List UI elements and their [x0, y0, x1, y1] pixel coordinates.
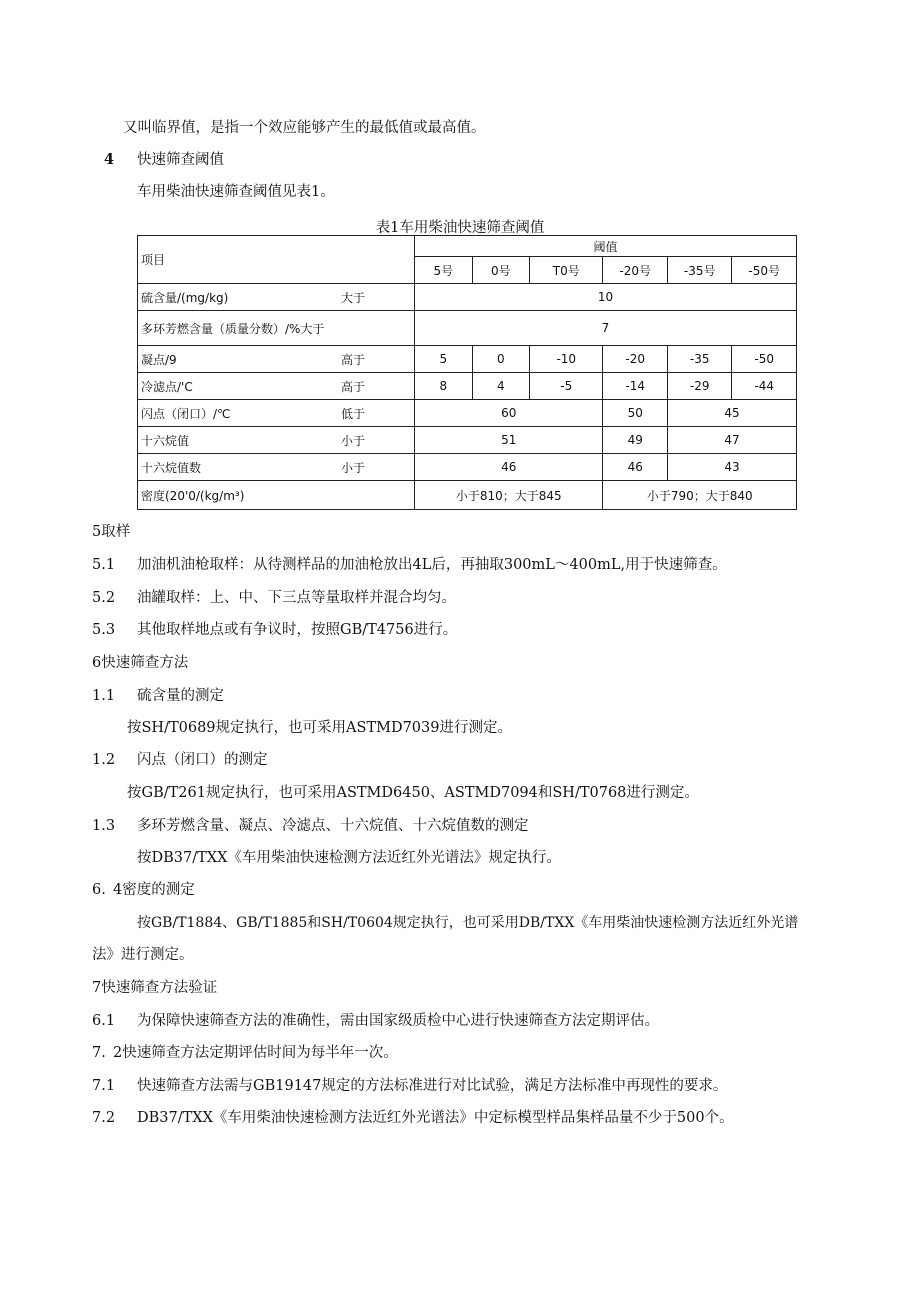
- value-cell: 60: [415, 400, 603, 427]
- value-cell: 49: [603, 427, 668, 454]
- value-cell: 45: [667, 400, 796, 427]
- section-5-1-text: 加油机油枪取样：从待测样品的加油枪放出4L后，再抽取300mL～400mL,用于快速筛查。: [137, 557, 727, 573]
- row-item: 密度(20'0/(kg/m³): [141, 488, 245, 503]
- value-cell: 46: [415, 454, 603, 481]
- section-6-4-title: 4密度的测定: [113, 882, 195, 898]
- row-condition: 高于: [340, 379, 365, 394]
- grade-cell: -35号: [667, 257, 732, 284]
- section-4-text: 车用柴油快速筛查阈值见表1。: [137, 184, 335, 200]
- value-cell: 51: [415, 427, 603, 454]
- row-item: 闪点（闭口）/℃: [141, 406, 231, 421]
- section-6-1-number: 1.1: [92, 688, 116, 704]
- grade-cell: 5号: [415, 257, 473, 284]
- section-6-4-text-1: 按GB/T1884、GB/T1885和SH/T0604规定执行，也可采用DB/TXX《车用柴油快速检测方法近红外光谱: [137, 915, 799, 931]
- section-7-item-4-text: DB37/TXX《车用柴油快速检测方法近红外光谱法》中定标模型样品集样品量不少于500个。: [137, 1110, 734, 1126]
- value-cell: -50: [732, 346, 797, 373]
- row-condition: 小于: [340, 460, 365, 475]
- table-row: [138, 427, 797, 454]
- table-row: [138, 454, 797, 481]
- value-cell: 5: [415, 346, 473, 373]
- grade-cell: T0号: [530, 257, 603, 284]
- row-item: 十六烷值: [141, 433, 190, 448]
- section-5-2-text: 油罐取样：上、中、下三点等量取样并混合均匀。: [137, 590, 456, 606]
- value-cell: -14: [603, 373, 668, 400]
- threshold-table: [137, 235, 797, 510]
- value-cell: 46: [603, 454, 668, 481]
- value-cell: 43: [667, 454, 796, 481]
- section-6-2-number: 1.2: [92, 752, 116, 768]
- value-cell: 50: [603, 400, 668, 427]
- value-cell: 小于810；大于845: [415, 481, 603, 510]
- section-5-3-number: 5.3: [92, 622, 116, 638]
- value-cell: -35: [667, 346, 732, 373]
- section-5-3-text: 其他取样地点或有争议时，按照GB/T4756进行。: [137, 622, 458, 638]
- value-cell: -5: [530, 373, 603, 400]
- row-item: 多环芳燃含量（质量分数）/%大于: [141, 321, 325, 336]
- section-6-1-title: 硫含量的测定: [137, 688, 224, 704]
- header-item: 项目: [138, 236, 415, 284]
- value-cell: 7: [415, 311, 797, 346]
- row-condition: 低于: [340, 406, 365, 421]
- section-6-title: 6快速筛查方法: [92, 655, 189, 671]
- section-5-2-number: 5.2: [92, 590, 116, 606]
- grade-cell: -50号: [732, 257, 797, 284]
- table-row: [138, 346, 797, 373]
- row-item: 凝点/9: [141, 352, 177, 367]
- row-condition: 高于: [340, 352, 365, 367]
- row-condition: 大于: [340, 290, 365, 305]
- value-cell: -20: [603, 346, 668, 373]
- section-7-item-2-text: 2快速筛查方法定期评估时间为每半年一次。: [113, 1045, 398, 1061]
- section-4-number: 4: [104, 151, 115, 168]
- section-7-item-4-number: 7.2: [92, 1110, 116, 1126]
- section-6-4-number: 6.: [92, 882, 106, 898]
- section-4-title: 快速筛查阈值: [137, 152, 224, 168]
- value-cell: 10: [415, 284, 797, 311]
- table-caption: 表1车用柴油快速筛查阈值: [375, 220, 545, 236]
- value-cell: -29: [667, 373, 732, 400]
- section-6-2-title: 闪点（闭口）的测定: [137, 752, 268, 768]
- grade-cell: -20号: [603, 257, 668, 284]
- table-row: [138, 373, 797, 400]
- section-7-item-3-text: 快速筛查方法需与GB19147规定的方法标准进行对比试验，满足方法标准中再现性的要求。: [137, 1078, 728, 1094]
- section-6-3-number: 1.3: [92, 818, 116, 834]
- table-row: [138, 481, 797, 510]
- row-item: 硫含量/(mg/kg): [141, 290, 229, 305]
- section-6-2-text: 按GB/T261规定执行，也可采用ASTMD6450、ASTMD7094和SH/T0768进行测定。: [127, 785, 699, 801]
- section-7-item-1-text: 为保障快速筛查方法的准确性，需由国家级质检中心进行快速筛查方法定期评估。: [137, 1013, 659, 1029]
- row-item: 冷滤点/'C: [141, 379, 193, 394]
- header-threshold: 阈值: [415, 236, 797, 257]
- row-item: 十六烷值数: [141, 460, 202, 475]
- row-condition: 小于: [340, 433, 365, 448]
- section-5-title: 5取样: [92, 524, 131, 540]
- grade-cell: 0号: [472, 257, 530, 284]
- section-5-1-number: 5.1: [92, 557, 116, 573]
- table-row: [138, 311, 797, 346]
- section-7-item-1-number: 6.1: [92, 1013, 116, 1029]
- value-cell: 47: [667, 427, 796, 454]
- value-cell: -10: [530, 346, 603, 373]
- section-6-3-title: 多环芳燃含量、凝点、冷滤点、十六烷值、十六烷值数的测定: [137, 818, 529, 834]
- value-cell: 8: [415, 373, 473, 400]
- value-cell: -44: [732, 373, 797, 400]
- table-row: [138, 400, 797, 427]
- value-cell: 小于790；大于840: [603, 481, 797, 510]
- section-7-item-2-number: 7.: [92, 1045, 106, 1061]
- section-6-1-text: 按SH/T0689规定执行，也可采用ASTMD7039进行测定。: [127, 720, 512, 736]
- value-cell: 4: [472, 373, 530, 400]
- section-7-item-3-number: 7.1: [92, 1078, 116, 1094]
- value-cell: 0: [472, 346, 530, 373]
- section-6-3-text: 按DB37/TXX《车用柴油快速检测方法近红外光谱法》规定执行。: [137, 850, 561, 866]
- table-row: [138, 284, 797, 311]
- section-6-4-text-2: 法》进行测定。: [92, 947, 194, 963]
- section-7-title: 7快速筛查方法验证: [92, 980, 218, 996]
- intro-text: 又叫临界值，是指一个效应能够产生的最低值或最高值。: [123, 120, 486, 136]
